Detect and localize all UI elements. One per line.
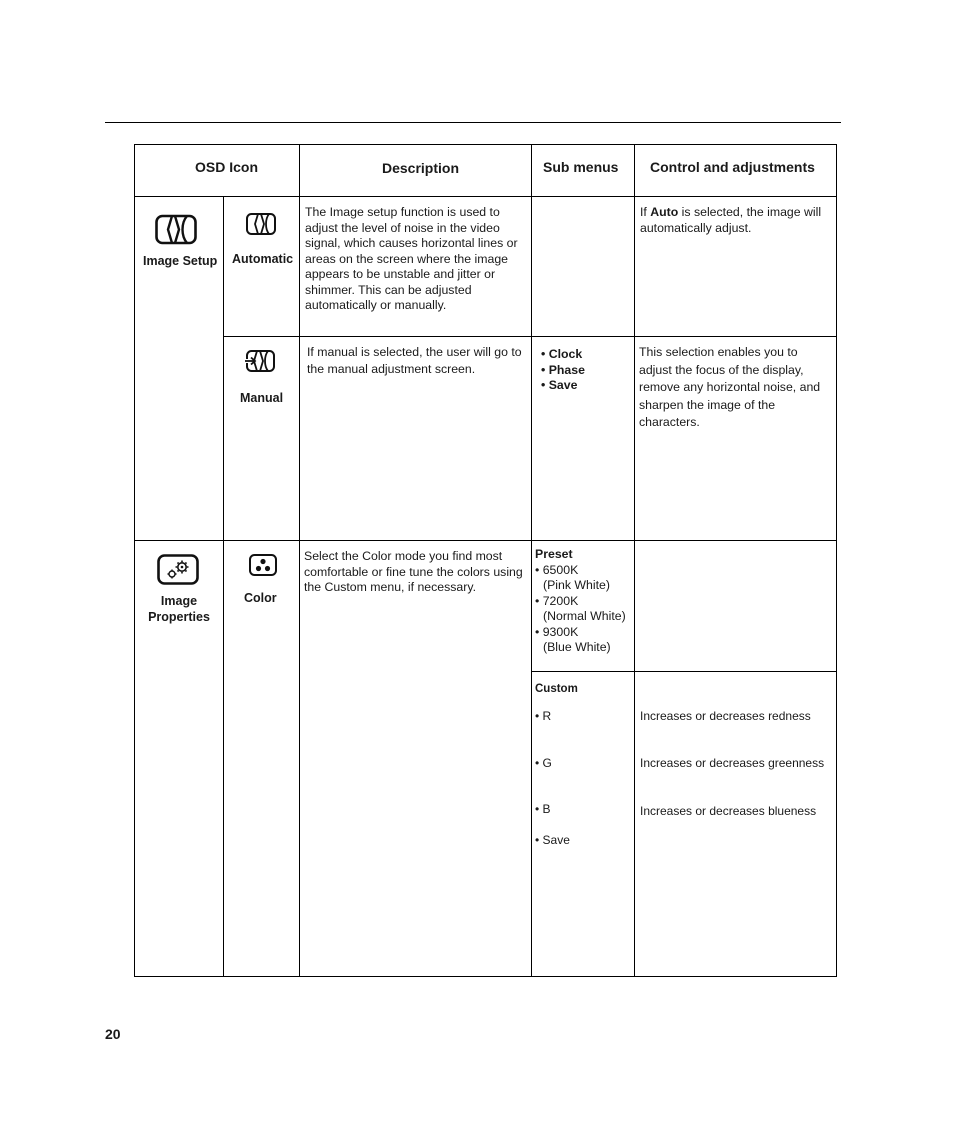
image-setup-icon [155,213,197,245]
header-sub-menus: Sub menus [543,159,619,175]
color-icon [249,554,277,576]
automatic-label: Automatic [232,252,294,266]
automatic-icon [246,212,276,236]
automatic-control: If Auto is selected, the image will automatically adjust. [640,205,822,235]
automatic-description: The Image setup function is used to adjust the level of noise in the video signal, which causes horizontal lines or areas on the screen where the image appears to be unstable and jitter or shimmer. This can be adjusted automatically or manually. [305,205,518,312]
submenu-save: • Save [541,378,578,392]
header-description: Description [382,160,460,176]
preset-7200k: • 7200K [535,593,579,608]
preset-7200k-note: (Normal White) [543,609,626,623]
color-label: Color [244,591,277,605]
preset-6500k: • 6500K [535,562,579,577]
control-redness: Increases or decreases redness [640,709,811,723]
header-control: Control and adjustments [650,159,815,175]
header-osd-icon: OSD Icon [195,159,259,175]
manual-icon [245,349,275,373]
page-number: 20 [105,1026,121,1042]
color-description: Select the Color mode you find most comfortable or fine tune the colors using the Custom menu, if necessary. [304,549,523,594]
custom-b: • B [535,802,551,816]
top-rule [105,122,841,123]
preset-9300k: • 9300K [535,624,579,639]
submenu-clock: • Clock [541,347,583,361]
custom-title: Custom [535,683,578,695]
preset-6500k-note: (Pink White) [543,578,610,592]
custom-r: • R [535,709,552,723]
custom-g: • G [535,756,552,770]
manual-description: If manual is selected, the user will go to the manual adjustment screen. [307,345,522,376]
image-setup-label: Image Setup [143,254,218,268]
control-greenness: Increases or decreases greenness [640,756,825,770]
preset-block [535,547,626,656]
image-properties-label: Image Properties [148,594,210,624]
control-blueness: Increases or decreases blueness [640,804,817,818]
manual-label: Manual [240,391,284,405]
image-properties-icon [157,554,199,586]
manual-control: This selection enables you to adjust the focus of the display, remove any horizontal noise, and sharpen the image of the characters. [639,345,821,429]
manual-submenu-list [541,347,585,394]
submenu-phase: • Phase [541,362,585,377]
preset-9300k-note: (Blue White) [543,640,611,654]
preset-title: Preset [535,547,573,561]
custom-save: • Save [535,833,570,847]
